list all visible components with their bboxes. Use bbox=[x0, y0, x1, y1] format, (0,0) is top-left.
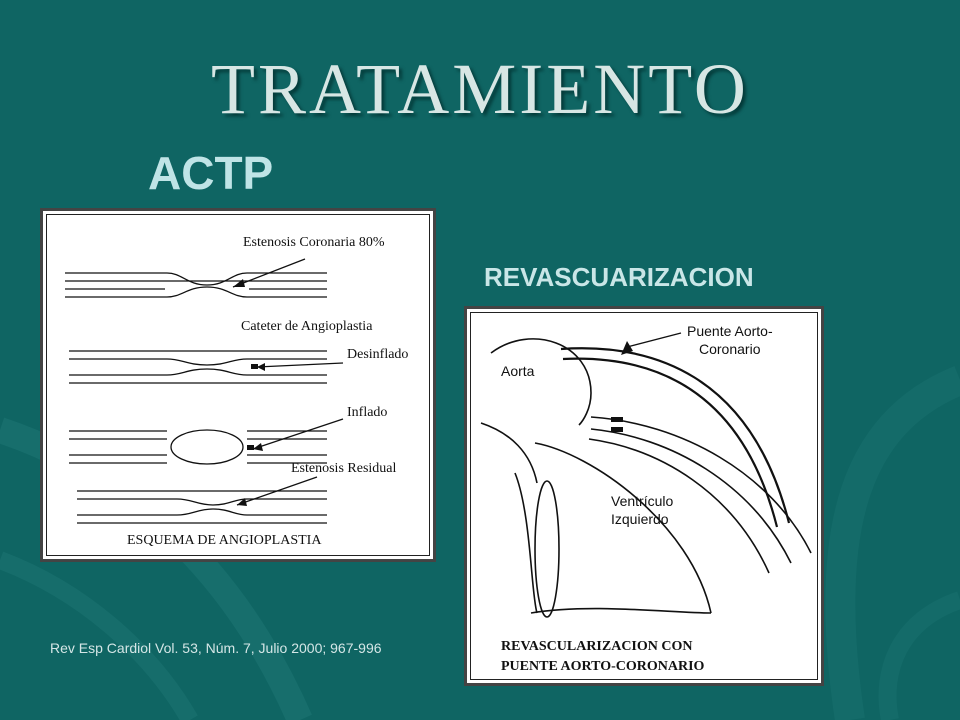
slide-subtitle: ACTP bbox=[148, 147, 274, 199]
ventricle-label-line1: Ventrículo bbox=[611, 493, 674, 509]
aorta-label: Aorta bbox=[501, 363, 535, 379]
catheter-label: Cateter de Angioplastia bbox=[241, 319, 373, 334]
bypass-diagram-frame bbox=[470, 312, 818, 680]
ventricle-label-line2: Izquierdo bbox=[611, 511, 669, 527]
bypass-diagram bbox=[464, 306, 824, 686]
deflated-label: Desinflado bbox=[347, 347, 409, 362]
slide-title: TRATAMIENTO bbox=[211, 49, 749, 129]
bridge-label-line2: Coronario bbox=[699, 341, 761, 357]
citation-text: Rev Esp Cardiol Vol. 53, Núm. 7, Julio 2000; 967-996 bbox=[50, 640, 382, 656]
bypass-caption-line2: PUENTE AORTO-CORONARIO bbox=[501, 659, 705, 674]
inflated-label: Inflado bbox=[347, 405, 388, 420]
residual-stenosis-label: Estenosis Residual bbox=[291, 461, 397, 476]
bridge-label-line1: Puente Aorto- bbox=[687, 323, 773, 339]
revascularization-label: REVASCUARIZACION bbox=[484, 262, 754, 292]
bypass-caption-line1: REVASCULARIZACION CON bbox=[501, 639, 693, 654]
stenosis-label: Estenosis Coronaria 80% bbox=[243, 235, 385, 250]
angioplasty-diagram-frame bbox=[46, 214, 430, 556]
angioplasty-caption: ESQUEMA DE ANGIOPLASTIA bbox=[127, 533, 322, 548]
angioplasty-drawing bbox=[47, 215, 435, 561]
angioplasty-diagram bbox=[40, 208, 436, 562]
